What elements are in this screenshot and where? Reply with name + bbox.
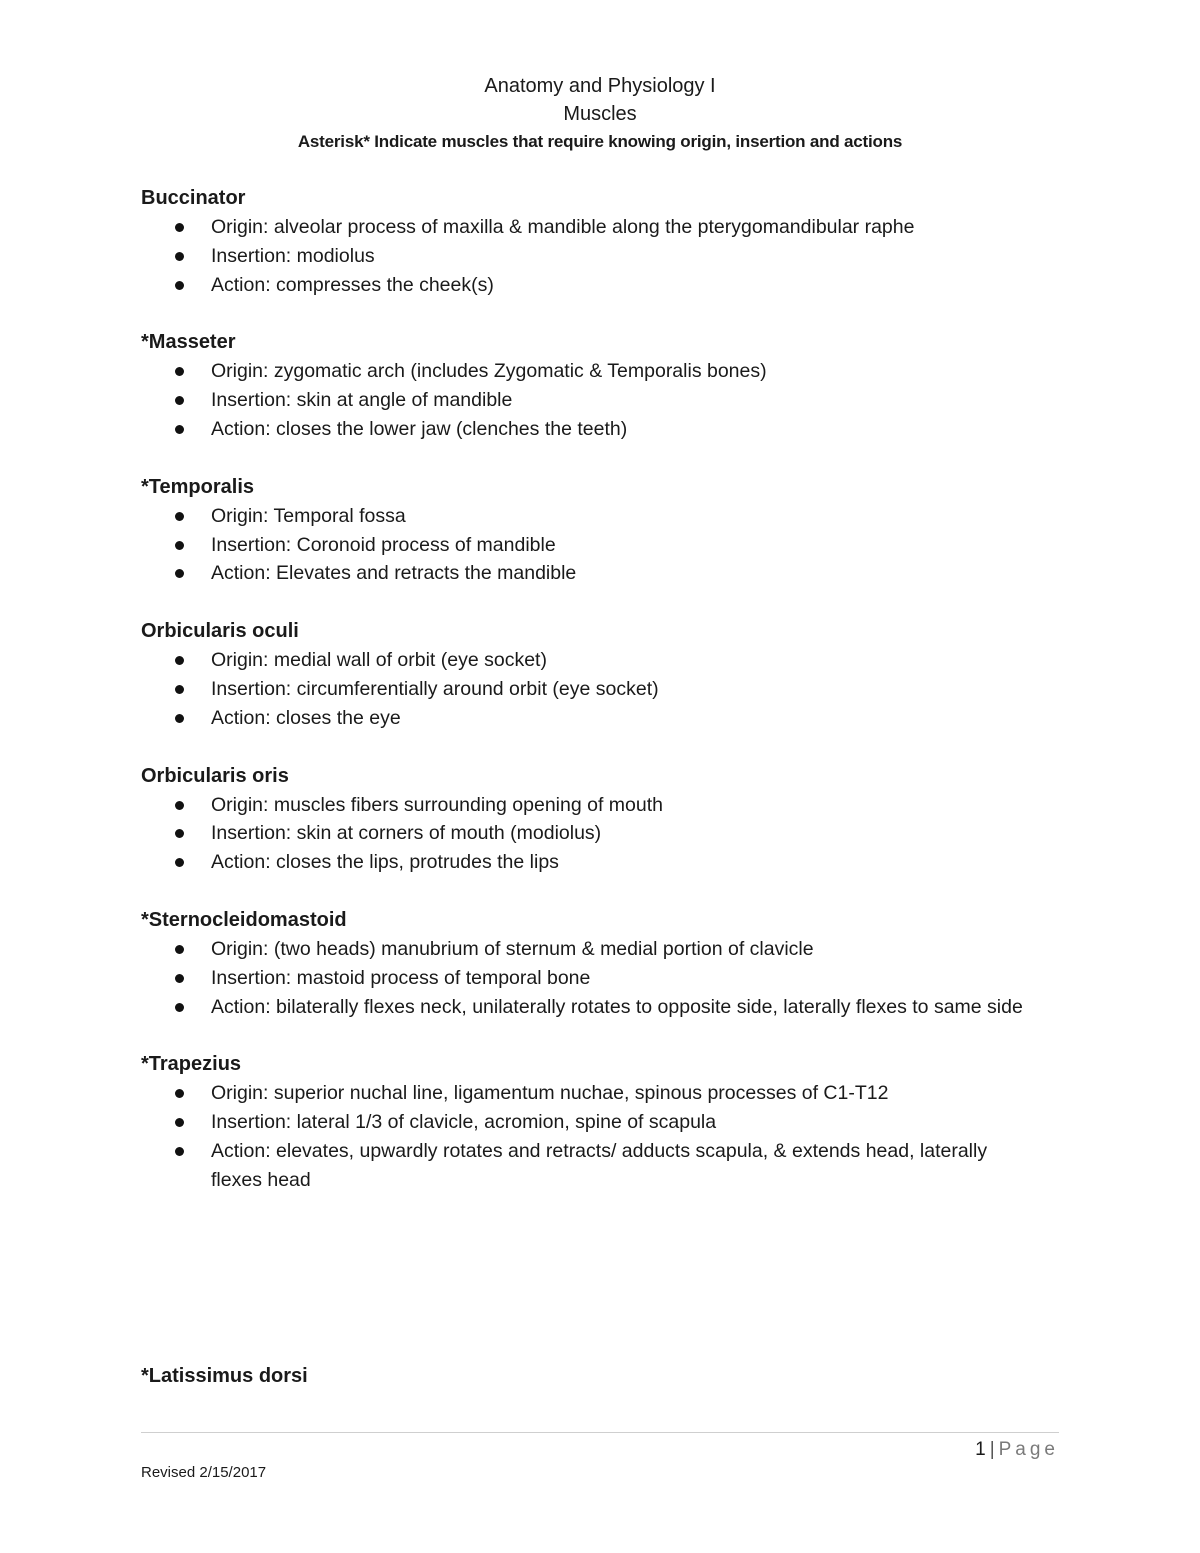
bullet-icon: [175, 425, 184, 434]
bullet-icon: [175, 829, 184, 838]
page-number: [975, 1437, 1059, 1463]
insertion-item: [141, 819, 1041, 848]
muscle-section-masseter: [141, 328, 1041, 443]
asterisk-note: Asterisk* Indicate muscles that require knowing origin, insertion and actions: [297, 132, 903, 151]
action-text: Action: compresses the cheek(s): [211, 273, 494, 296]
bullet-icon: [175, 1118, 184, 1127]
insertion-text: Insertion: lateral 1/3 of clavicle, acromion, spine of scapula: [211, 1111, 717, 1134]
origin-item: [141, 646, 1041, 675]
origin-item: [141, 1079, 1041, 1108]
origin-text: Origin: zygomatic arch (includes Zygomatic & Temporalis bones): [211, 360, 767, 383]
action-text: Action: closes the lower jaw (clenches the teeth): [211, 417, 628, 440]
origin-item: [141, 791, 1041, 820]
origin-text: Origin: superior nuchal line, ligamentum nuchae, spinous processes of C1-T12: [211, 1082, 889, 1105]
bullet-icon: [175, 858, 184, 867]
action-item: [141, 1137, 1041, 1195]
muscle-heading: *Sternocleidomastoid: [141, 908, 347, 931]
insertion-item: [141, 675, 1041, 704]
bullet-icon: [175, 223, 184, 232]
bullet-icon: [175, 281, 184, 290]
footer-divider: [141, 1432, 1059, 1433]
origin-text: Origin: Temporal fossa: [211, 504, 406, 527]
origin-item: [141, 213, 1041, 242]
origin-text: Origin: (two heads) manubrium of sternum & medial portion of clavicle: [211, 937, 814, 960]
bullet-icon: [175, 569, 184, 578]
muscle-detail-list: [141, 935, 1041, 1021]
revised-date: Revised 2/15/2017: [141, 1464, 267, 1481]
insertion-text: Insertion: mastoid process of temporal bone: [211, 966, 591, 989]
bullet-icon: [175, 541, 184, 550]
insertion-text: Insertion: modiolus: [211, 244, 375, 267]
bullet-icon: [175, 714, 184, 723]
page-number-value: 1: [975, 1439, 986, 1460]
action-text: Action: Elevates and retracts the mandible: [211, 562, 577, 585]
action-item: [141, 704, 1041, 733]
muscle-detail-list: [141, 1079, 1041, 1194]
bullet-icon: [175, 974, 184, 983]
muscle-section-buccinator: [141, 184, 1041, 299]
muscle-detail-list: [141, 791, 1041, 877]
bullet-icon: [175, 512, 184, 521]
bullet-icon: [175, 1089, 184, 1098]
origin-item: [141, 935, 1041, 964]
muscle-detail-list: [141, 646, 1041, 732]
action-item: [141, 559, 1041, 588]
bullet-icon: [175, 656, 184, 665]
muscle-section-orbicularis-oculi: [141, 617, 1041, 732]
muscle-section-orbicularis-oris: [141, 762, 1041, 877]
muscle-detail-list: [141, 357, 1041, 443]
topic-title: Muscles: [563, 103, 637, 125]
origin-text: Origin: muscles fibers surrounding opening of mouth: [211, 793, 663, 816]
muscle-heading-latissimus-dorsi: *Latissimus dorsi: [141, 1365, 308, 1387]
muscle-section-sternocleidomastoid: [141, 906, 1041, 1021]
muscle-heading: *Trapezius: [141, 1053, 242, 1076]
muscle-heading: Orbicularis oris: [141, 764, 289, 787]
origin-item: [141, 502, 1041, 531]
origin-item: [141, 357, 1041, 386]
muscle-list: [141, 184, 1041, 1224]
action-item: [141, 271, 1041, 300]
bullet-icon: [175, 945, 184, 954]
course-title: Anatomy and Physiology I: [484, 75, 716, 97]
muscle-heading: *Masseter: [141, 331, 236, 354]
action-item: [141, 415, 1041, 444]
bullet-icon: [175, 396, 184, 405]
origin-text: Origin: medial wall of orbit (eye socket): [211, 649, 547, 672]
insertion-text: Insertion: Coronoid process of mandible: [211, 533, 556, 556]
origin-text: Origin: alveolar process of maxilla & mandible along the pterygomandibular raphe: [211, 216, 915, 238]
muscle-section-temporalis: [141, 473, 1041, 588]
insertion-item: [141, 242, 1041, 271]
action-text: Action: closes the lips, protrudes the lips: [211, 851, 559, 874]
action-item: [141, 993, 1041, 1022]
bullet-icon: [175, 801, 184, 810]
muscle-heading: Buccinator: [141, 187, 246, 209]
muscle-detail-list: [141, 502, 1041, 588]
action-item: [141, 848, 1041, 877]
action-text: Action: bilaterally flexes neck, unilaterally rotates to opposite side, laterally flexes to same side: [211, 995, 1023, 1018]
insertion-text: Insertion: circumferentially around orbit (eye socket): [211, 677, 659, 700]
insertion-item: [141, 531, 1041, 560]
page-number-separator: |: [989, 1439, 995, 1460]
muscle-heading: *Temporalis: [141, 475, 254, 498]
muscle-detail-list: [141, 213, 1041, 299]
muscle-heading: Orbicularis oculi: [141, 620, 299, 643]
insertion-item: [141, 386, 1041, 415]
insertion-item: [141, 964, 1041, 993]
bullet-icon: [175, 367, 184, 376]
bullet-icon: [175, 685, 184, 694]
muscle-section-trapezius: [141, 1050, 1041, 1194]
action-text: Action: elevates, upwardly rotates and retracts/ adducts scapula, & extends head, laterally flexes head: [211, 1139, 988, 1191]
bullet-icon: [175, 1003, 184, 1012]
bullet-icon: [175, 252, 184, 261]
insertion-item: [141, 1108, 1041, 1137]
action-text: Action: closes the eye: [211, 706, 401, 729]
bullet-icon: [175, 1147, 184, 1156]
document-header: [0, 72, 1200, 156]
page-label: Page: [998, 1439, 1059, 1460]
insertion-text: Insertion: skin at corners of mouth (modiolus): [211, 822, 602, 845]
insertion-text: Insertion: skin at angle of mandible: [211, 389, 513, 412]
